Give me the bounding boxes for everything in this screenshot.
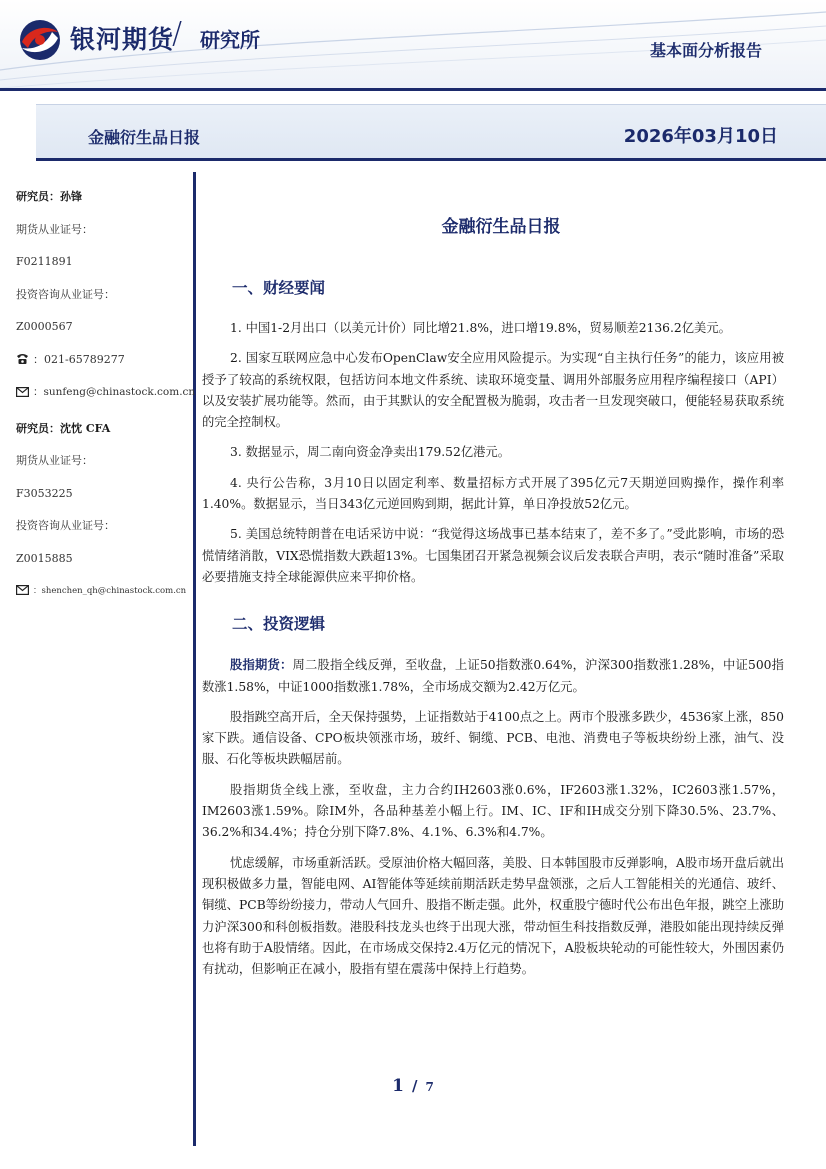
email-row (16, 381, 196, 414)
mail-icon (16, 585, 29, 595)
news-item: 1. 中国1-2月出口（以美元计价）同比增21.8%，进口增19.8%，贸易顺差2136.2亿美元。 (230, 321, 731, 335)
sidebar-divider (193, 172, 196, 1146)
page-header (0, 0, 826, 92)
analyst-sidebar (16, 186, 196, 613)
analyst-block (16, 418, 188, 613)
email-address[interactable]: ：sunfeng@chinastock.com.cn (33, 386, 196, 398)
logic-paragraph (202, 654, 786, 698)
title-bar-rule (36, 158, 826, 161)
page-total: 7 (425, 1080, 434, 1094)
phone-row (16, 349, 188, 382)
consulting-license-label: 投资咨询从业证号： (16, 519, 115, 532)
news-item: 2. 国家互联网应急中心发布OpenClaw安全应用风险提示。为实现“自主执行任务”的能力，该应用被授予了较高的系统权限，包括访问本地文件系统、读取环境变量、调用外部服务应用程序编程接口（API）以及安装扩展功能等。然而，由于其默认的安全配置极为脆弱，攻击者一旦发现突破口，便能轻易获取系统的完全控制权。 (202, 351, 784, 430)
page-current: 1 (392, 1076, 404, 1096)
analyst-name: 研究员：孙锋 (16, 190, 82, 203)
mail-icon (16, 387, 29, 397)
page-separator: / (412, 1077, 418, 1095)
header-rule (0, 88, 826, 91)
news-item: 4. 央行公告称，3月10日以固定利率、数量招标方式开展了395亿元7天期逆回购操作，操作利率1.40%。数据显示，当日343亿元逆回购到期，据此计算，单日净投放52亿元。 (202, 475, 784, 512)
galaxy-logo-icon (18, 18, 62, 62)
futures-license-label: 期货从业证号： (16, 222, 93, 236)
paragraph-lead: 股指期货： (230, 657, 293, 673)
news-item: 5. 美国总统特朗普在电话采访中说：“我觉得这场战事已基本结束了，差不多了。”受此影响，市场的恐慌情绪消散，VIX恐慌指数大跌超13%。七国集团召开紧急视频会议后发表联合声明，表示“随时准备”采取必要措施支持全球能源供应来平抑价格。 (202, 527, 784, 584)
consulting-license-number: Z0000567 (16, 320, 73, 333)
logic-paragraph: 股指期货全线上涨，至收盘，主力合约IH2603涨0.6%，IF2603涨1.32%，IC2603涨1.57%，IM2603涨1.59%。除IM外，各品种基差小幅上行。IM、IC、IF和IH成交分别下降30.5%、23.7%、36.2%和34.4%；持仓分别下降7.8%、4.1%、6.3%和4.7%。 (202, 782, 784, 840)
logic-paragraph: 股指跳空高开后，全天保持强势，上证指数站于4100点之上。两市个股涨多跌少，4536家上涨，850家下跌。通信设备、CPO板块领涨市场，玻纤、铜缆、PCB、电池、消费电子等板块纷纷上涨，油气、没服、石化等板块跌幅居前。 (202, 709, 784, 767)
email-address[interactable]: ：shenchen_qh@chinastock.com.cn (33, 586, 187, 596)
logic-paragraph: 忧虑缓解，市场重新活跃。受原油价格大幅回落，美股、日本韩国股市反弹影响，A股市场开盘后就出现积极做多力量，智能电网、AI智能体等延续前期活跃走势早盘领涨，之后人工智能相关的光通信、玻纤、铜缆、PCB等纷纷接力，带动人气回升、股指不断走强。此外，权重股宁德时代公布出色年报，跳空上涨助力沪深300和科创板指数。港股科技龙头也终于出现大涨，带动恒生科技指数反弹，港股如能出现持续反弹也将有助于A股情绪。因此，在市场成交保持2.4万亿元的情况下，A股板块轮动的可能性较大，外围因素仍有扰动，但影响正在减小，股指有望在震荡中保持上行趋势。 (202, 855, 784, 977)
phone-number: ：021-65789277 (33, 352, 125, 366)
consulting-license-label: 投资咨询从业证号： (16, 287, 115, 301)
brand-name: 银河期货 (70, 25, 175, 54)
futures-license-number: F0211891 (16, 255, 73, 268)
document-title: 金融衍生品日报 (441, 217, 561, 237)
analyst-block (16, 186, 196, 414)
report-date: 2026年03月10日 (623, 126, 778, 147)
phone-icon (16, 353, 29, 365)
department-name: 研究所 (200, 28, 260, 52)
report-title: 金融衍生品日报 (88, 128, 201, 147)
report-body (202, 212, 786, 989)
news-item: 3. 数据显示，周二南向资金净卖出179.52亿港元。 (230, 445, 511, 460)
paragraph-lead-text: 周二股指全线反弹，至收盘，上证50指数涨0.64%，沪深300指数涨1.28%，中证500指数涨1.58%，中证1000指数涨1.78%，全市场成交额为2.42万亿元。 (202, 658, 784, 694)
section-heading: 二、投资逻辑 (232, 615, 326, 634)
futures-license-label: 期货从业证号： (16, 454, 93, 467)
section-heading: 一、财经要闻 (232, 279, 326, 297)
brand-slash: / (172, 16, 183, 51)
page-number (0, 1076, 826, 1096)
analyst-name: 研究员：沈忱 CFA (16, 421, 111, 435)
report-type: 基本面分析报告 (649, 41, 762, 60)
email-row (16, 580, 188, 613)
consulting-license-number: Z0015885 (16, 551, 73, 565)
futures-license-number: F3053225 (16, 486, 73, 500)
